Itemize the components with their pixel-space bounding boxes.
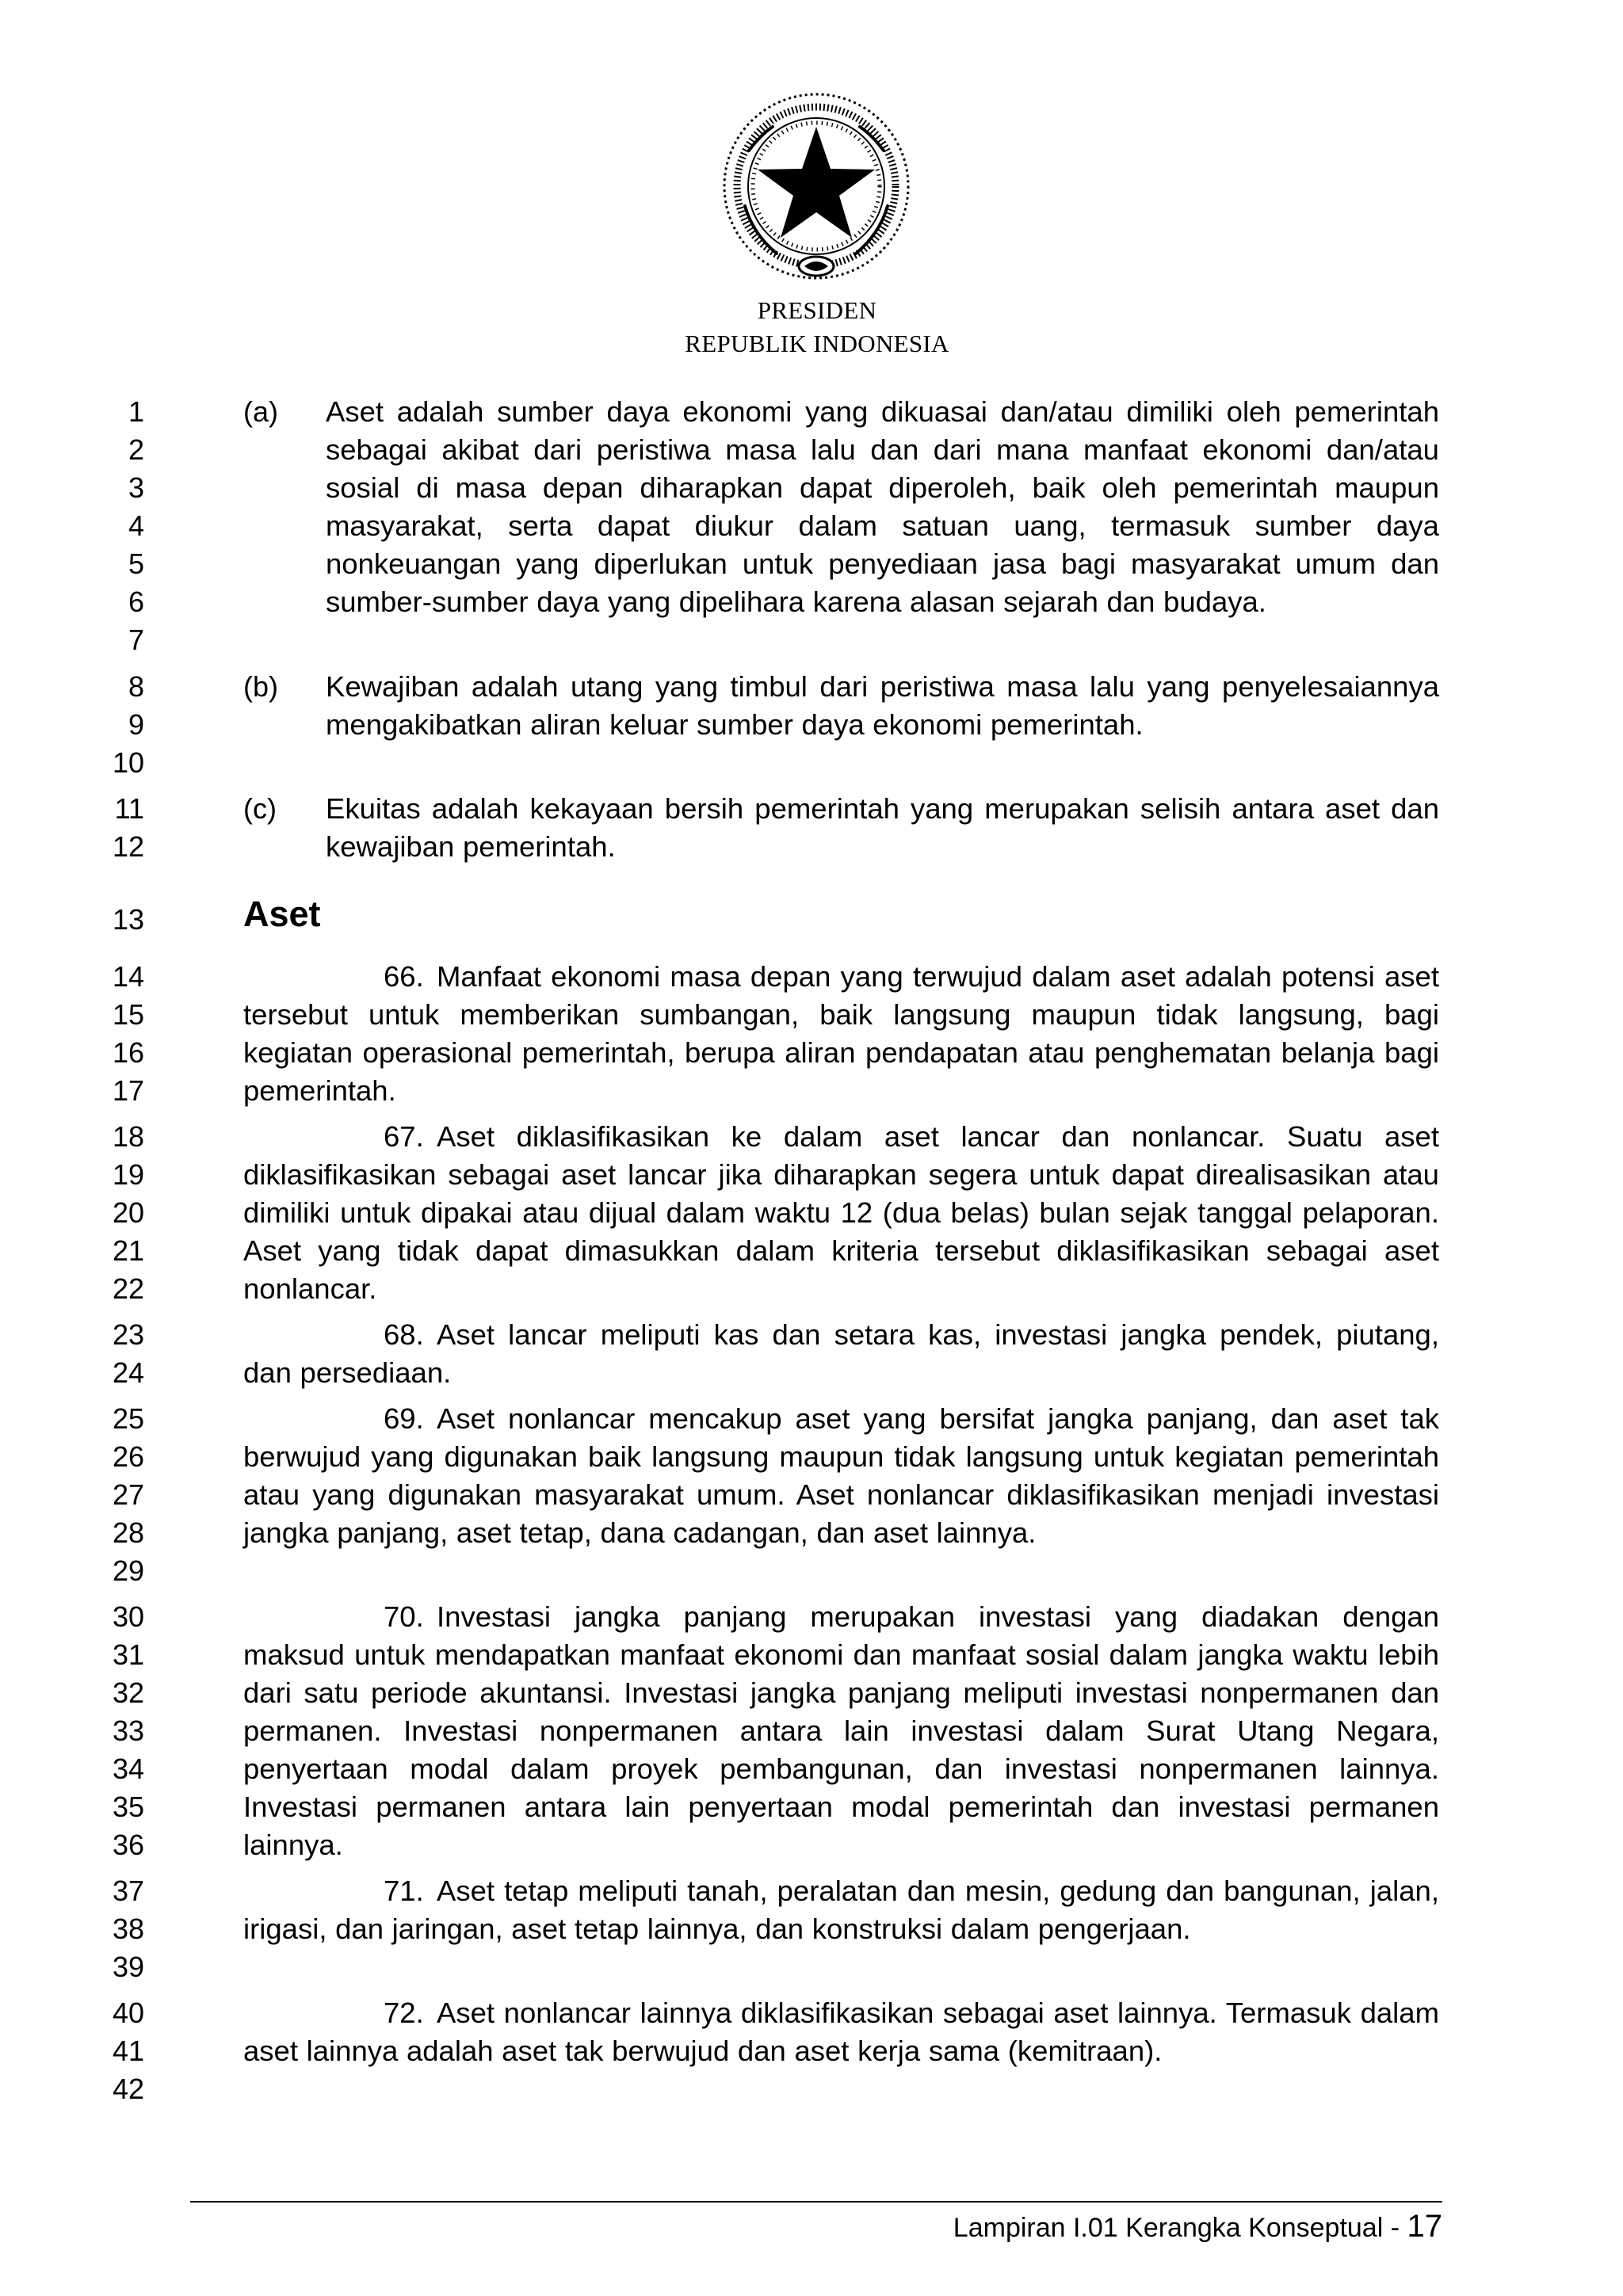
line-number: 17 xyxy=(112,1074,144,1107)
definition-label-b: (b) xyxy=(243,670,278,703)
definition-text-c: Ekuitas adalah kekayaan bersih pemerintah yang merupakan selisih antara aset dan kewajiban pemerintah. xyxy=(326,792,1439,863)
line-number: 10 xyxy=(112,746,144,779)
line-number: 5 xyxy=(128,547,144,580)
line-number: 30 xyxy=(112,1600,144,1633)
paragraph-67 xyxy=(243,1118,1439,1308)
footer xyxy=(953,2207,1442,2247)
line-number: 24 xyxy=(112,1356,144,1389)
line-number: 15 xyxy=(112,998,144,1031)
line-number: 4 xyxy=(128,509,144,542)
line-number: 23 xyxy=(112,1318,144,1351)
line-number: 38 xyxy=(112,1913,144,1945)
line-number: 13 xyxy=(112,903,144,936)
definition-label-c: (c) xyxy=(243,792,277,825)
line-number: 28 xyxy=(112,1516,144,1549)
paragraph-number: 72. xyxy=(384,1997,424,2029)
section-heading: Aset xyxy=(243,894,321,934)
line-number: 33 xyxy=(112,1714,144,1747)
line-number: 27 xyxy=(112,1478,144,1511)
line-number: 35 xyxy=(112,1791,144,1823)
paragraph-number: 71. xyxy=(384,1875,424,1907)
page-number: 17 xyxy=(1407,2209,1442,2244)
line-number: 25 xyxy=(112,1402,144,1435)
paragraph-text: Aset nonlancar mencakup aset yang bersifat jangka panjang, dan aset tak berwujud yang digunakan baik langsung maupun tidak langsung untuk kegiatan pemerintah atau yang digunakan masyarakat umum. Aset nonlancar diklasifikasikan menjadi investasi jangka panjang, aset tetap, dana cadangan, dan aset lainnya. xyxy=(243,1402,1439,1549)
line-number: 39 xyxy=(112,1951,144,1983)
line-number: 40 xyxy=(112,1997,144,2029)
line-number: 36 xyxy=(112,1829,144,1861)
line-number: 8 xyxy=(128,670,144,703)
line-number: 11 xyxy=(114,792,144,825)
paragraph-text: Investasi jangka panjang merupakan investasi yang diadakan dengan maksud untuk mendapatkan manfaat ekonomi dan manfaat sosial dalam jangka waktu lebih dari satu periode akuntansi. Investasi jangka panjang meliputi investasi nonpermanen dan permanen. Investasi nonpermanen antara lain investasi dalam Surat Utang Negara, penyertaan modal dalam proyek pembangunan, dan investasi nonpermanen lainnya. Investasi permanen antara lain penyertaan modal pemerintah dan investasi permanen lainnya. xyxy=(243,1600,1439,1861)
line-number: 2 xyxy=(128,433,144,466)
line-number: 20 xyxy=(112,1196,144,1229)
definition-label-a: (a) xyxy=(243,395,278,428)
paragraph-69 xyxy=(243,1400,1439,1552)
line-number: 19 xyxy=(112,1158,144,1191)
line-number: 29 xyxy=(112,1554,144,1587)
paragraph-text: Aset tetap meliputi tanah, peralatan dan mesin, gedung dan bangunan, jalan, irigasi, dan jaringan, aset tetap lainnya, dan konstruksi dalam pengerjaan. xyxy=(243,1875,1439,1945)
line-number: 6 xyxy=(128,585,144,618)
paragraph-text: Aset lancar meliputi kas dan setara kas, investasi jangka pendek, piutang, dan persediaan. xyxy=(243,1318,1439,1389)
paragraph-text: Aset nonlancar lainnya diklasifikasikan sebagai aset lainnya. Termasuk dalam aset lainnya adalah aset tak berwujud dan aset kerja sama (kemitraan). xyxy=(243,1997,1439,2067)
footer-rule xyxy=(190,2201,1442,2203)
line-number: 37 xyxy=(112,1875,144,1907)
header-title: PRESIDEN xyxy=(757,296,877,324)
line-number: 26 xyxy=(112,1440,144,1473)
line-number: 34 xyxy=(112,1753,144,1785)
paragraph-66 xyxy=(243,958,1439,1110)
paragraph-text: Manfaat ekonomi masa depan yang terwujud dalam aset adalah potensi aset tersebut untuk memberikan sumbangan, baik langsung maupun tidak langsung, bagi kegiatan operasional pemerintah, berupa aliran pendapatan atau penghematan belanja bagi pemerintah. xyxy=(243,960,1439,1107)
paragraph-number: 70. xyxy=(384,1600,424,1633)
line-number: 42 xyxy=(112,2073,144,2105)
footer-text: Lampiran I.01 Kerangka Konseptual - xyxy=(953,2213,1400,2243)
paragraph-number: 69. xyxy=(384,1402,424,1435)
definition-text-b: Kewajiban adalah utang yang timbul dari peristiwa masa lalu yang penyelesaiannya mengakibatkan aliran keluar sumber daya ekonomi pemerintah. xyxy=(326,670,1439,741)
paragraph-number: 66. xyxy=(384,960,424,993)
line-number: 21 xyxy=(112,1234,144,1267)
line-number: 14 xyxy=(112,960,144,993)
paragraph-number: 68. xyxy=(384,1318,424,1351)
line-number: 16 xyxy=(112,1036,144,1069)
header-subtitle: REPUBLIK INDONESIA xyxy=(685,330,949,357)
line-number: 7 xyxy=(128,624,144,656)
state-emblem-icon xyxy=(717,87,915,285)
line-number: 32 xyxy=(112,1676,144,1709)
line-number: 18 xyxy=(112,1120,144,1153)
line-number: 12 xyxy=(112,830,144,863)
paragraph-68 xyxy=(243,1316,1439,1392)
line-number: 9 xyxy=(128,708,144,741)
paragraph-72 xyxy=(243,1994,1439,2070)
line-number: 22 xyxy=(112,1272,144,1305)
line-number: 1 xyxy=(128,395,144,428)
paragraph-70 xyxy=(243,1598,1439,1864)
definition-text-a: Aset adalah sumber daya ekonomi yang dikuasai dan/atau dimiliki oleh pemerintah sebagai akibat dari peristiwa masa lalu dan dari mana manfaat ekonomi dan/atau sosial di masa depan diharapkan dapat diperoleh, baik oleh pemerintah maupun masyarakat, serta dapat diukur dalam satuan uang, termasuk sumber daya nonkeuangan yang diperlukan untuk penyediaan jasa bagi masyarakat umum dan sumber-sumber daya yang dipelihara karena alasan sejarah dan budaya. xyxy=(326,395,1439,618)
line-number: 31 xyxy=(112,1638,144,1671)
line-number: 41 xyxy=(112,2035,144,2067)
line-number: 3 xyxy=(128,471,144,504)
paragraph-71 xyxy=(243,1872,1439,1948)
paragraph-number: 67. xyxy=(384,1120,424,1153)
paragraph-text: Aset diklasifikasikan ke dalam aset lancar dan nonlancar. Suatu aset diklasifikasikan sebagai aset lancar jika diharapkan segera untuk dapat direalisasikan atau dimiliki untuk dipakai atau dijual dalam waktu 12 (dua belas) bulan sejak tanggal pelaporan. Aset yang tidak dapat dimasukkan dalam kriteria tersebut diklasifikasikan sebagai aset nonlancar. xyxy=(243,1120,1439,1305)
